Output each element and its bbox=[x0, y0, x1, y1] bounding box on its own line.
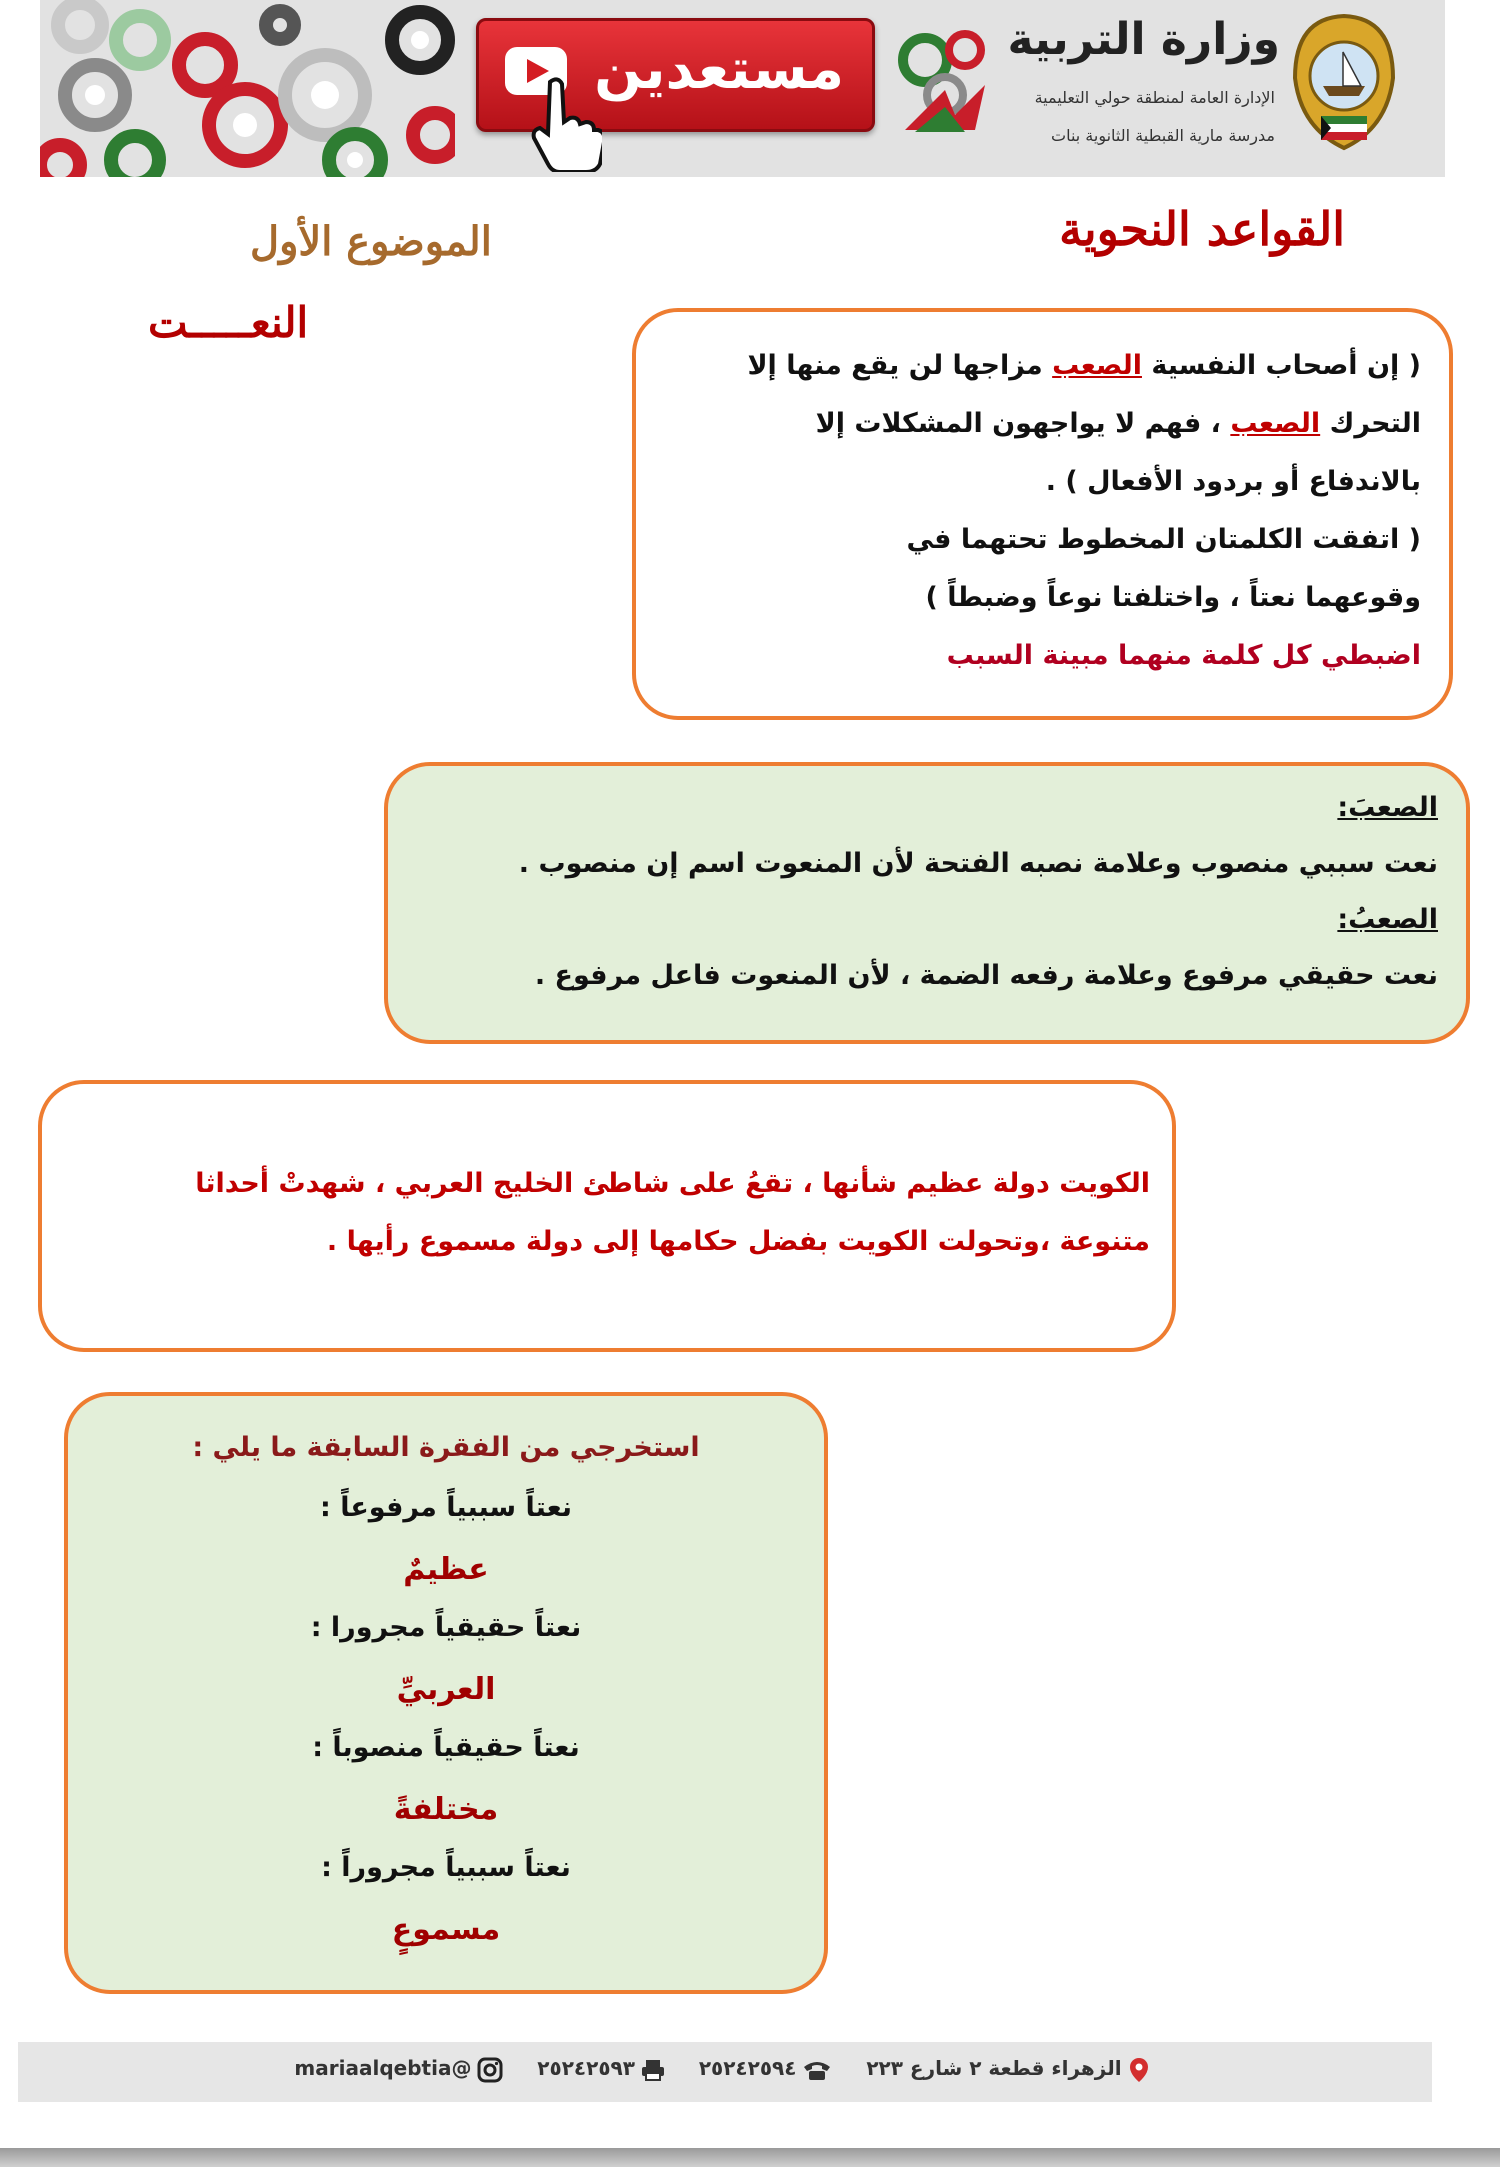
paragraph-box bbox=[38, 1080, 1176, 1352]
answer: مختلفةً bbox=[393, 1792, 499, 1827]
answer-box bbox=[384, 762, 1470, 1044]
school-name: مدرسة مارية القبطية الثانوية بنات bbox=[1051, 126, 1275, 145]
page-title: القواعد النحوية bbox=[1059, 202, 1345, 256]
header-banner bbox=[40, 0, 1445, 177]
pointer-hand-icon bbox=[522, 72, 602, 172]
instruction-line: اضبطي كل كلمة منهما مبينة السبب bbox=[946, 640, 1421, 671]
kuwait-emblem-icon bbox=[1285, 8, 1403, 158]
telephone-icon bbox=[802, 2059, 832, 2081]
location-pin-icon bbox=[1128, 2057, 1150, 2083]
page-bottom-shadow bbox=[0, 2148, 1500, 2167]
instagram-icon[interactable] bbox=[477, 2057, 503, 2083]
text-line: التحرك الصعب ، فهم لا يواجهون المشكلات إلا bbox=[815, 408, 1421, 439]
footer-address: الزهراء قطعة ٢ شارع ٢٢٣ bbox=[866, 2056, 1122, 2080]
question: نعتاً حقيقياً منصوباً : bbox=[312, 1732, 580, 1763]
topic-name: النعـــــت bbox=[148, 298, 309, 347]
underlined-word: الصعب bbox=[1230, 408, 1321, 439]
text-line: ( اتفقت الكلمتان المخطوط تحتهما في bbox=[906, 524, 1421, 555]
question: نعتاً سببياً مجروراً : bbox=[321, 1852, 571, 1883]
question: نعتاً حقيقياً مجرورا : bbox=[310, 1612, 582, 1643]
ministry-subtitle: الإدارة العامة لمنطقة حولي التعليمية bbox=[1034, 88, 1275, 107]
topic-heading: الموضوع الأول bbox=[250, 218, 492, 265]
footer-instagram-handle[interactable]: @mariaalqebtia bbox=[294, 2056, 472, 2080]
answer-word: الصعبَ: bbox=[1337, 792, 1438, 823]
exercise-heading: استخرجي من الفقرة السابقة ما يلي : bbox=[192, 1432, 700, 1463]
answer: العربيِّ bbox=[396, 1672, 496, 1707]
example-sentence-box bbox=[632, 308, 1453, 720]
answer: عظيمٌ bbox=[403, 1552, 489, 1587]
answer: مسموعٍ bbox=[391, 1912, 501, 1947]
underlined-word: الصعب bbox=[1052, 350, 1142, 381]
paragraph-line: الكويت دولة عظيم شأنها ، تقعُ على شاطئ الخليج العربي ، شهدتْ أحداثا bbox=[195, 1168, 1150, 1199]
answer-explanation: نعت حقيقي مرفوع وعلامة رفعه الضمة ، لأن المنعوت فاعل مرفوع . bbox=[534, 960, 1438, 991]
answer-word: الصعبُ: bbox=[1337, 904, 1438, 935]
button-label: مستعدين bbox=[594, 37, 844, 102]
fax-printer-icon bbox=[641, 2059, 665, 2081]
text-line: ( إن أصحاب النفسية الصعب مزاجها لن يقع منها إلا bbox=[747, 350, 1421, 381]
paragraph-line: متنوعة ،وتحولت الكويت بفضل حكامها إلى دولة مسموع رأيها . bbox=[326, 1226, 1150, 1257]
text-line: وقوعهما نعتاً ، واختلفتا نوعاً وضبطاً ) bbox=[925, 582, 1421, 613]
footer-phone: ٢٥٢٤٢٥٩٤ bbox=[698, 2056, 797, 2080]
exercise-box bbox=[64, 1392, 828, 1994]
ministry-title: وزارة التربية bbox=[1007, 14, 1280, 65]
gears-decoration-icon bbox=[40, 0, 455, 177]
question: نعتاً سببياً مرفوعاً : bbox=[320, 1492, 572, 1523]
footer-fax: ٢٥٢٤٢٥٩٣ bbox=[537, 2056, 635, 2080]
answer-explanation: نعت سببي منصوب وعلامة نصبه الفتحة لأن المنعوت اسم إن منصوب . bbox=[518, 848, 1438, 879]
footer bbox=[18, 2042, 1432, 2102]
school-logo-icon bbox=[885, 20, 1005, 140]
text-line: بالاندفاع أو بردود الأفعال ) . bbox=[1045, 466, 1421, 497]
